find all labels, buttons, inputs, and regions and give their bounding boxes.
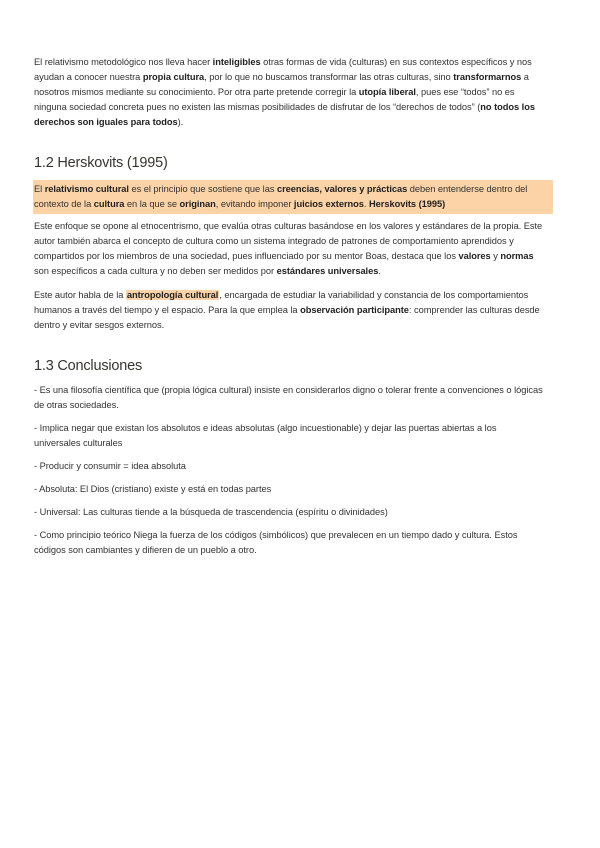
text-run: El relativismo metodológico nos lleva hacer xyxy=(34,57,213,67)
conclusion-item: - Absoluta: El Dios (cristiano) existe y está en todas partes xyxy=(34,484,272,494)
text-run: deben entenderse dentro del contexto de la xyxy=(34,184,528,209)
bold-term: observación participante xyxy=(300,305,409,315)
intro-paragraph xyxy=(34,55,544,130)
section-heading-conclusiones: 1.3 Conclusiones xyxy=(34,358,143,374)
bold-term: propia cultura xyxy=(142,72,205,82)
text-run: : comprender las culturas desde dentro y evitar sesgos externos. xyxy=(34,305,540,330)
conclusion-item: - Es una filosofía científica que (propia lógica cultural) insiste en considerarlos digno o tolerar frente a convenciones o lógicas de otras sociedades. xyxy=(34,385,543,410)
text-run: , evitando imponer xyxy=(215,199,294,209)
bold-term: relativismo cultural xyxy=(44,184,129,194)
highlighted-paragraph xyxy=(33,180,553,214)
bold-term: creencias, valores y prácticas xyxy=(276,184,408,194)
bold-term: transformarnos xyxy=(453,72,522,82)
bold-term: normas xyxy=(500,251,534,261)
conclusion-item: - Producir y consumir = idea absoluta xyxy=(34,461,186,471)
bold-term: Herskovits (1995) xyxy=(369,199,446,209)
bold-term: valores xyxy=(458,251,491,261)
bold-term: originan xyxy=(179,199,216,209)
bold-term: juicios externos xyxy=(293,199,364,209)
text-run: y xyxy=(490,251,501,261)
text-run: , por lo que no buscamos transformar las otras culturas, sino xyxy=(204,72,454,82)
text-run: otras formas de vida (culturas) en sus contextos específicos y nos ayudan a conocer nuestra xyxy=(34,57,532,82)
text-run: , encargada de estudiar la variabilidad y constancia de los comportamientos humanos a través del tiempo y el espacio. Para la que emplea la xyxy=(34,290,529,315)
anthropology-paragraph xyxy=(34,288,544,333)
conclusion-item: - Como principio teórico Niega la fuerza de los códigos (simbólicos) que prevalecen en un tiempo dado y cultura. Estos códigos son cambiantes y difieren de un pueblo a otro. xyxy=(34,530,518,555)
bold-term: no todos los derechos son iguales para todos xyxy=(34,102,535,127)
text-run: . xyxy=(378,266,381,276)
text-run: Este autor habla de la xyxy=(34,290,126,300)
text-run: ). xyxy=(177,117,184,127)
section-heading-herskovits: 1.2 Herskovits (1995) xyxy=(34,155,168,171)
conclusion-item: - Universal: Las culturas tiende a la búsqueda de trascendencia (espíritu o divinidades) xyxy=(34,507,388,517)
text-run: a nosotros mismos mediante su conocimiento. Por otra parte pretende corregir la xyxy=(34,72,529,97)
ethnocentrism-paragraph xyxy=(34,219,544,279)
text-run: en la que se xyxy=(124,199,180,209)
bold-term: cultura xyxy=(93,199,125,209)
bold-term: inteligibles xyxy=(212,57,261,67)
text-run: . xyxy=(363,199,369,209)
highlighted-term: antropología cultural xyxy=(126,290,219,300)
text-run: El xyxy=(34,184,45,194)
bold-term: utopía liberal xyxy=(358,87,416,97)
conclusion-item: - Implica negar que existan los absolutos e ideas absolutas (algo incuestionable) y dejar las puertas abiertas a los universales culturales xyxy=(34,423,497,448)
text-run: Este enfoque se opone al etnocentrismo, que evalúa otras culturas basándose en los valores y estándares de la propia. Este autor también abarca el concepto de cultura como un sistema integrado de patrones de comportamiento aprendidos y compartidos por los miembros de una sociedad, pues influenciado por su mentor Boas, destaca que los xyxy=(34,221,543,261)
bold-term: estándares universales xyxy=(276,266,379,276)
text-run: son específicos a cada cultura y no deben ser medidos por xyxy=(34,266,277,276)
text-run: es el principio que sostiene que las xyxy=(128,184,277,194)
text-run: , pues ese “todos” no es ninguna sociedad concreta pues no existen las mismas posibilidades de disfrutar de los “derechos de todos” ( xyxy=(34,87,515,112)
